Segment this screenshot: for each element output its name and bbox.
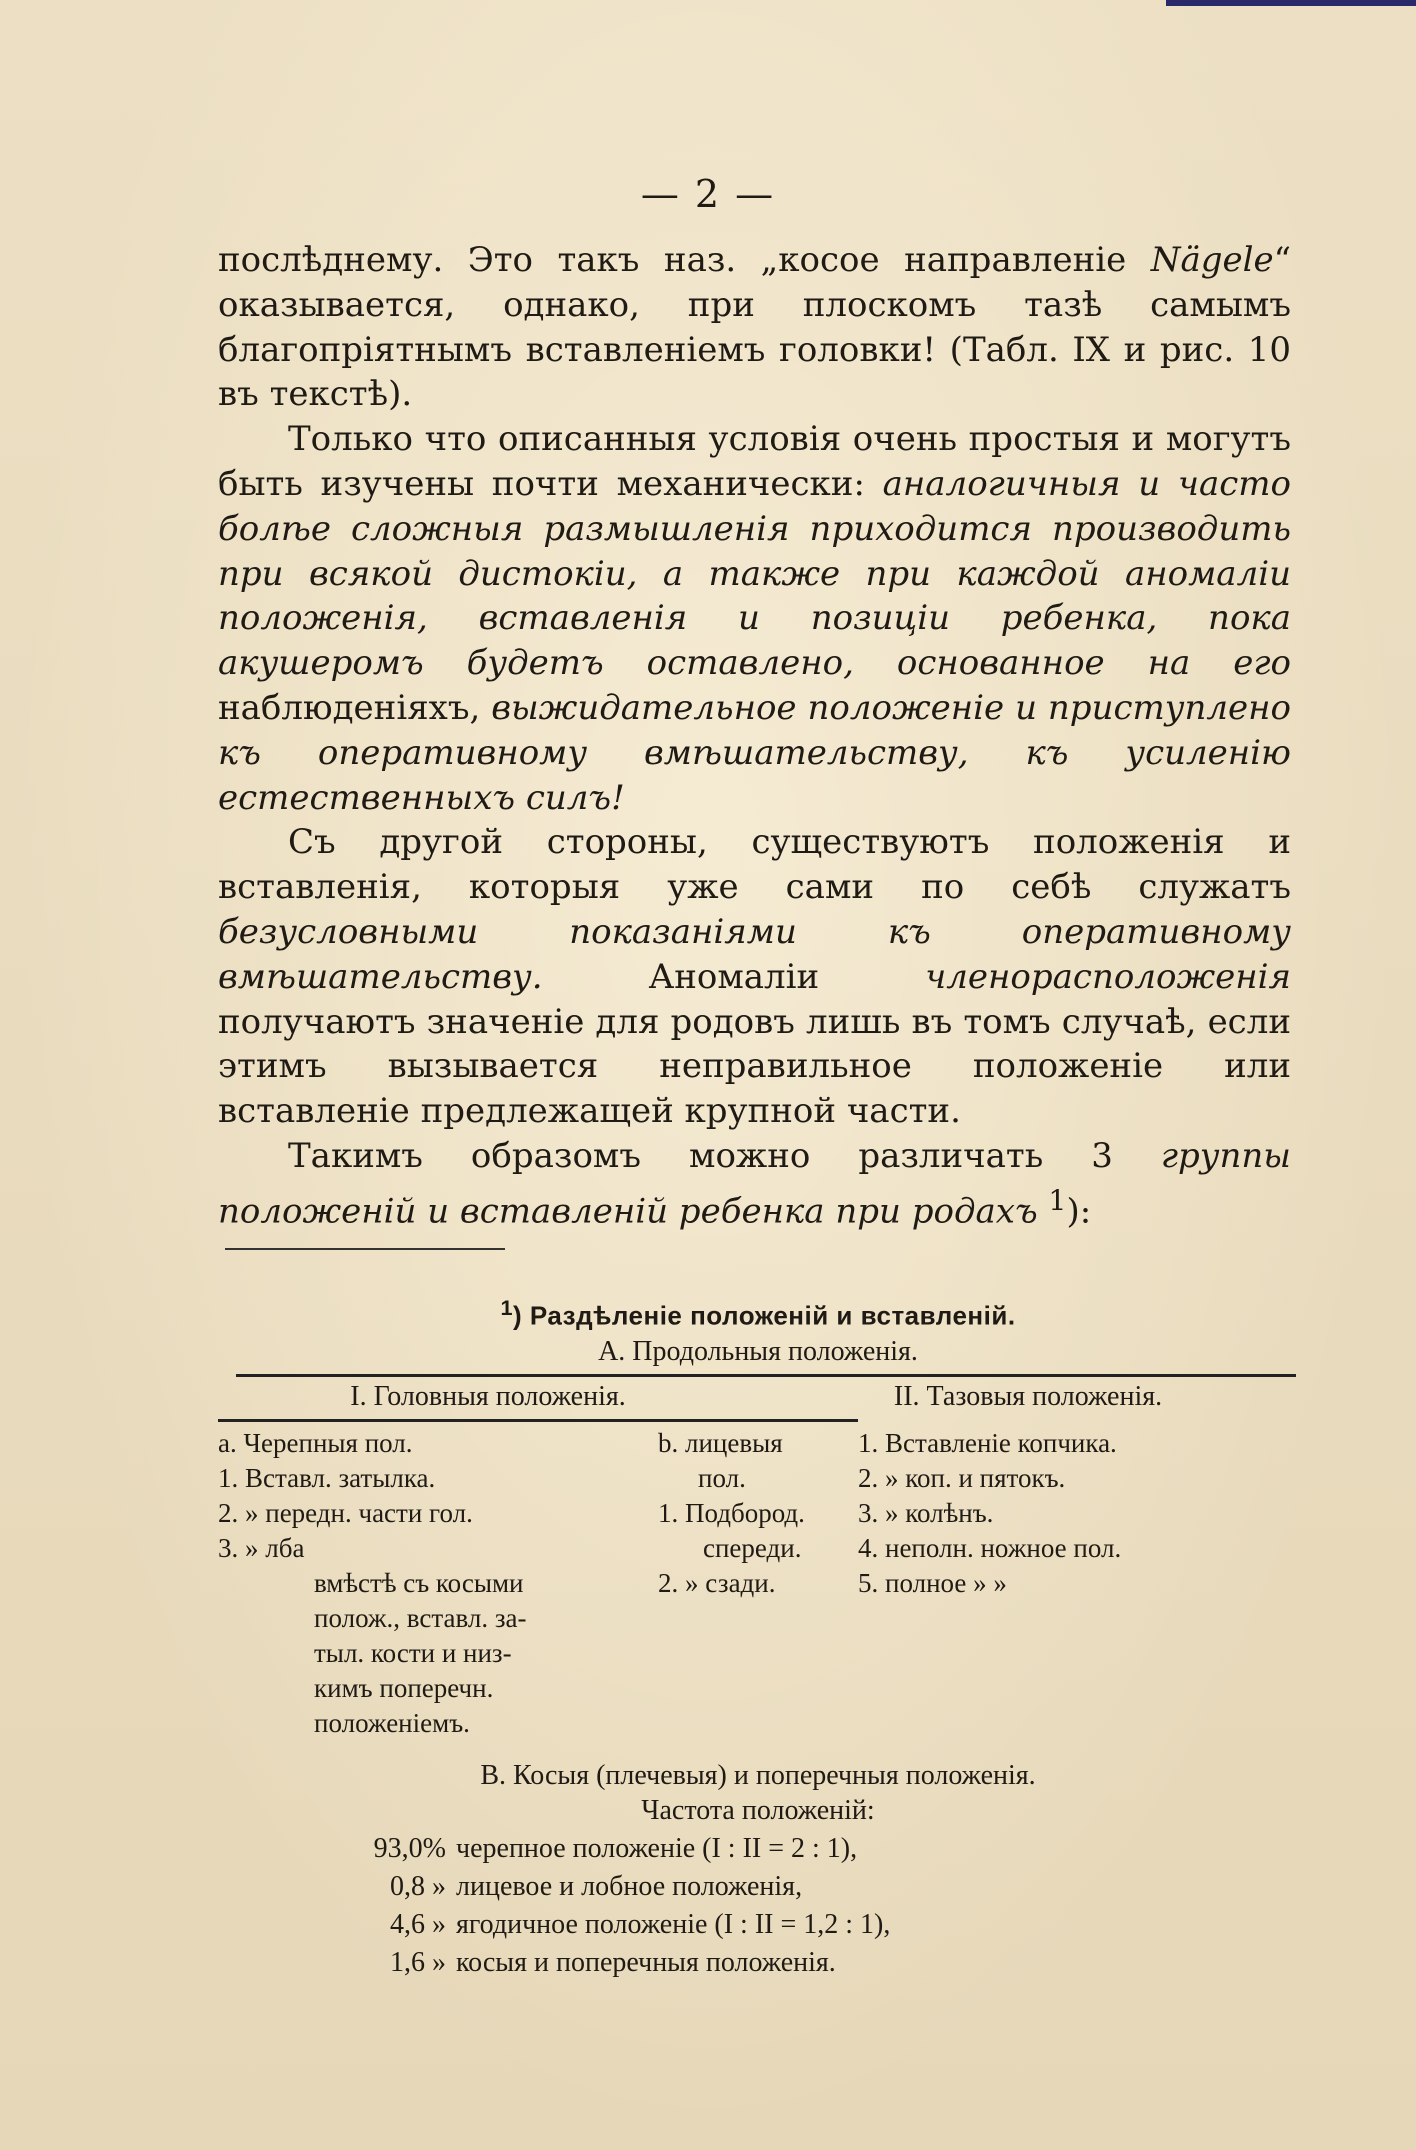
frequency-row [218, 1868, 1298, 1906]
table-cell: 2. » сзади. [658, 1567, 776, 1598]
head-left: I. Головныя положенія. [350, 1380, 626, 1412]
section-b-heading: B. Косыя (плечевыя) и поперечныя положенія. [480, 1759, 1036, 1791]
paragraph: Только что описанныя условія очень простыя и могутъ быть изучены почти механически: аналогичныя и часто болѣе сложныя размышленія приходится производить при всякой дистокіи, а также при каждой аномаліи положенія, вставленія и позиціи ребенка, пока акушеромъ будетъ оставлено, основанное на его наблюденіяхъ, выжидательное положеніе и приступлено къ оперативному вмѣшательству, къ усиленію естественныхъ силъ! [218, 419, 1292, 818]
footnote-marker: 1 [500, 1295, 513, 1320]
columns-rule [218, 1419, 858, 1422]
paragraph: Такимъ образомъ можно различать 3 группы положеній и вставленій ребенка при родахъ $^1$): [218, 1135, 1291, 1232]
frequency-row [218, 1830, 1298, 1868]
frequency-row [218, 1944, 1298, 1982]
section-a-rule [236, 1374, 1296, 1377]
table-cell: 1. Вставл. затылка. [218, 1462, 436, 1493]
frequency-label: ягодичное положеніе (I : II = 1,2 : 1), [456, 1908, 891, 1940]
frequency-percent: 1,6 » [390, 1946, 446, 1978]
footnote [218, 1295, 1298, 1982]
table-cell: спереди. [703, 1532, 802, 1563]
table-cell: 3. » колѣнъ. [858, 1497, 994, 1528]
section-a-heading: A. Продольныя положенія. [598, 1335, 918, 1367]
table-cell: 4. неполн. ножное пол. [858, 1532, 1122, 1563]
table-cell: 2. » коп. и пятокъ. [858, 1462, 1066, 1493]
table-cell: полож., вставл. за- [314, 1602, 527, 1633]
frequency-percent: 93,0% [373, 1832, 446, 1864]
table-cell: 1. Подбород. [658, 1497, 805, 1528]
table-cell: a. Черепныя пол. [218, 1427, 413, 1458]
footnote-title-text: ) Раздѣленіе положеній и вставленій. [513, 1300, 1016, 1331]
table-cell: 1. Вставленіе копчика. [858, 1427, 1117, 1458]
footnote-title [218, 1295, 1298, 1332]
table-cell: 5. полное » » [858, 1567, 1007, 1598]
table-cell: b. лицевыя [658, 1427, 783, 1458]
paragraph: послѣднему. Это такъ наз. „косое направленіе Nägele“ оказывается, однако, при плоскомъ тазѣ самымъ благопріятнымъ вставленіемъ головки! (Табл. IX и рис. 10 въ текстѣ). [218, 240, 1291, 415]
footnote-divider [225, 1248, 505, 1250]
columns-header [218, 1381, 1298, 1413]
frequency-title: Частота положеній: [641, 1794, 875, 1826]
table-cell: положеніемъ. [314, 1707, 470, 1738]
classification-table [218, 1426, 1298, 1756]
frequency-percent: 4,6 » [390, 1908, 446, 1940]
table-cell: 2. » передн. части гол. [218, 1497, 473, 1528]
table-cell: вмѣстѣ съ косыми [314, 1567, 524, 1598]
frequency-label: косыя и поперечныя положенія. [456, 1946, 836, 1978]
frequency-row [218, 1906, 1298, 1944]
frequency-block [218, 1792, 1298, 1982]
page-edge [1166, 0, 1416, 6]
table-cell: пол. [698, 1462, 746, 1493]
head-right: II. Тазовыя положенія. [893, 1380, 1163, 1412]
table-cell: кимъ поперечн. [314, 1672, 494, 1703]
table-cell: 3. » лба [218, 1532, 305, 1563]
body-text [218, 238, 1291, 1234]
frequency-label: лицевое и лобное положенія, [456, 1870, 803, 1902]
frequency-percent: 0,8 » [390, 1870, 446, 1902]
frequency-label: черепное положеніе (I : II = 2 : 1), [456, 1832, 858, 1864]
page-number: — 2 — [640, 172, 776, 216]
table-cell: тыл. кости и низ- [314, 1637, 512, 1668]
frequency-list [218, 1830, 1298, 1982]
paragraph: Съ другой стороны, существуютъ положенія и вставленія, которыя уже сами по себѣ служатъ безусловными показаніями къ оперативному вмѣшательству. Аномаліи членорасположенія получаютъ значеніе для родовъ лишь въ томъ случаѣ, если этимъ вызывается неправильное положеніе или вставленіе предлежащей крупной части. [218, 822, 1291, 1132]
